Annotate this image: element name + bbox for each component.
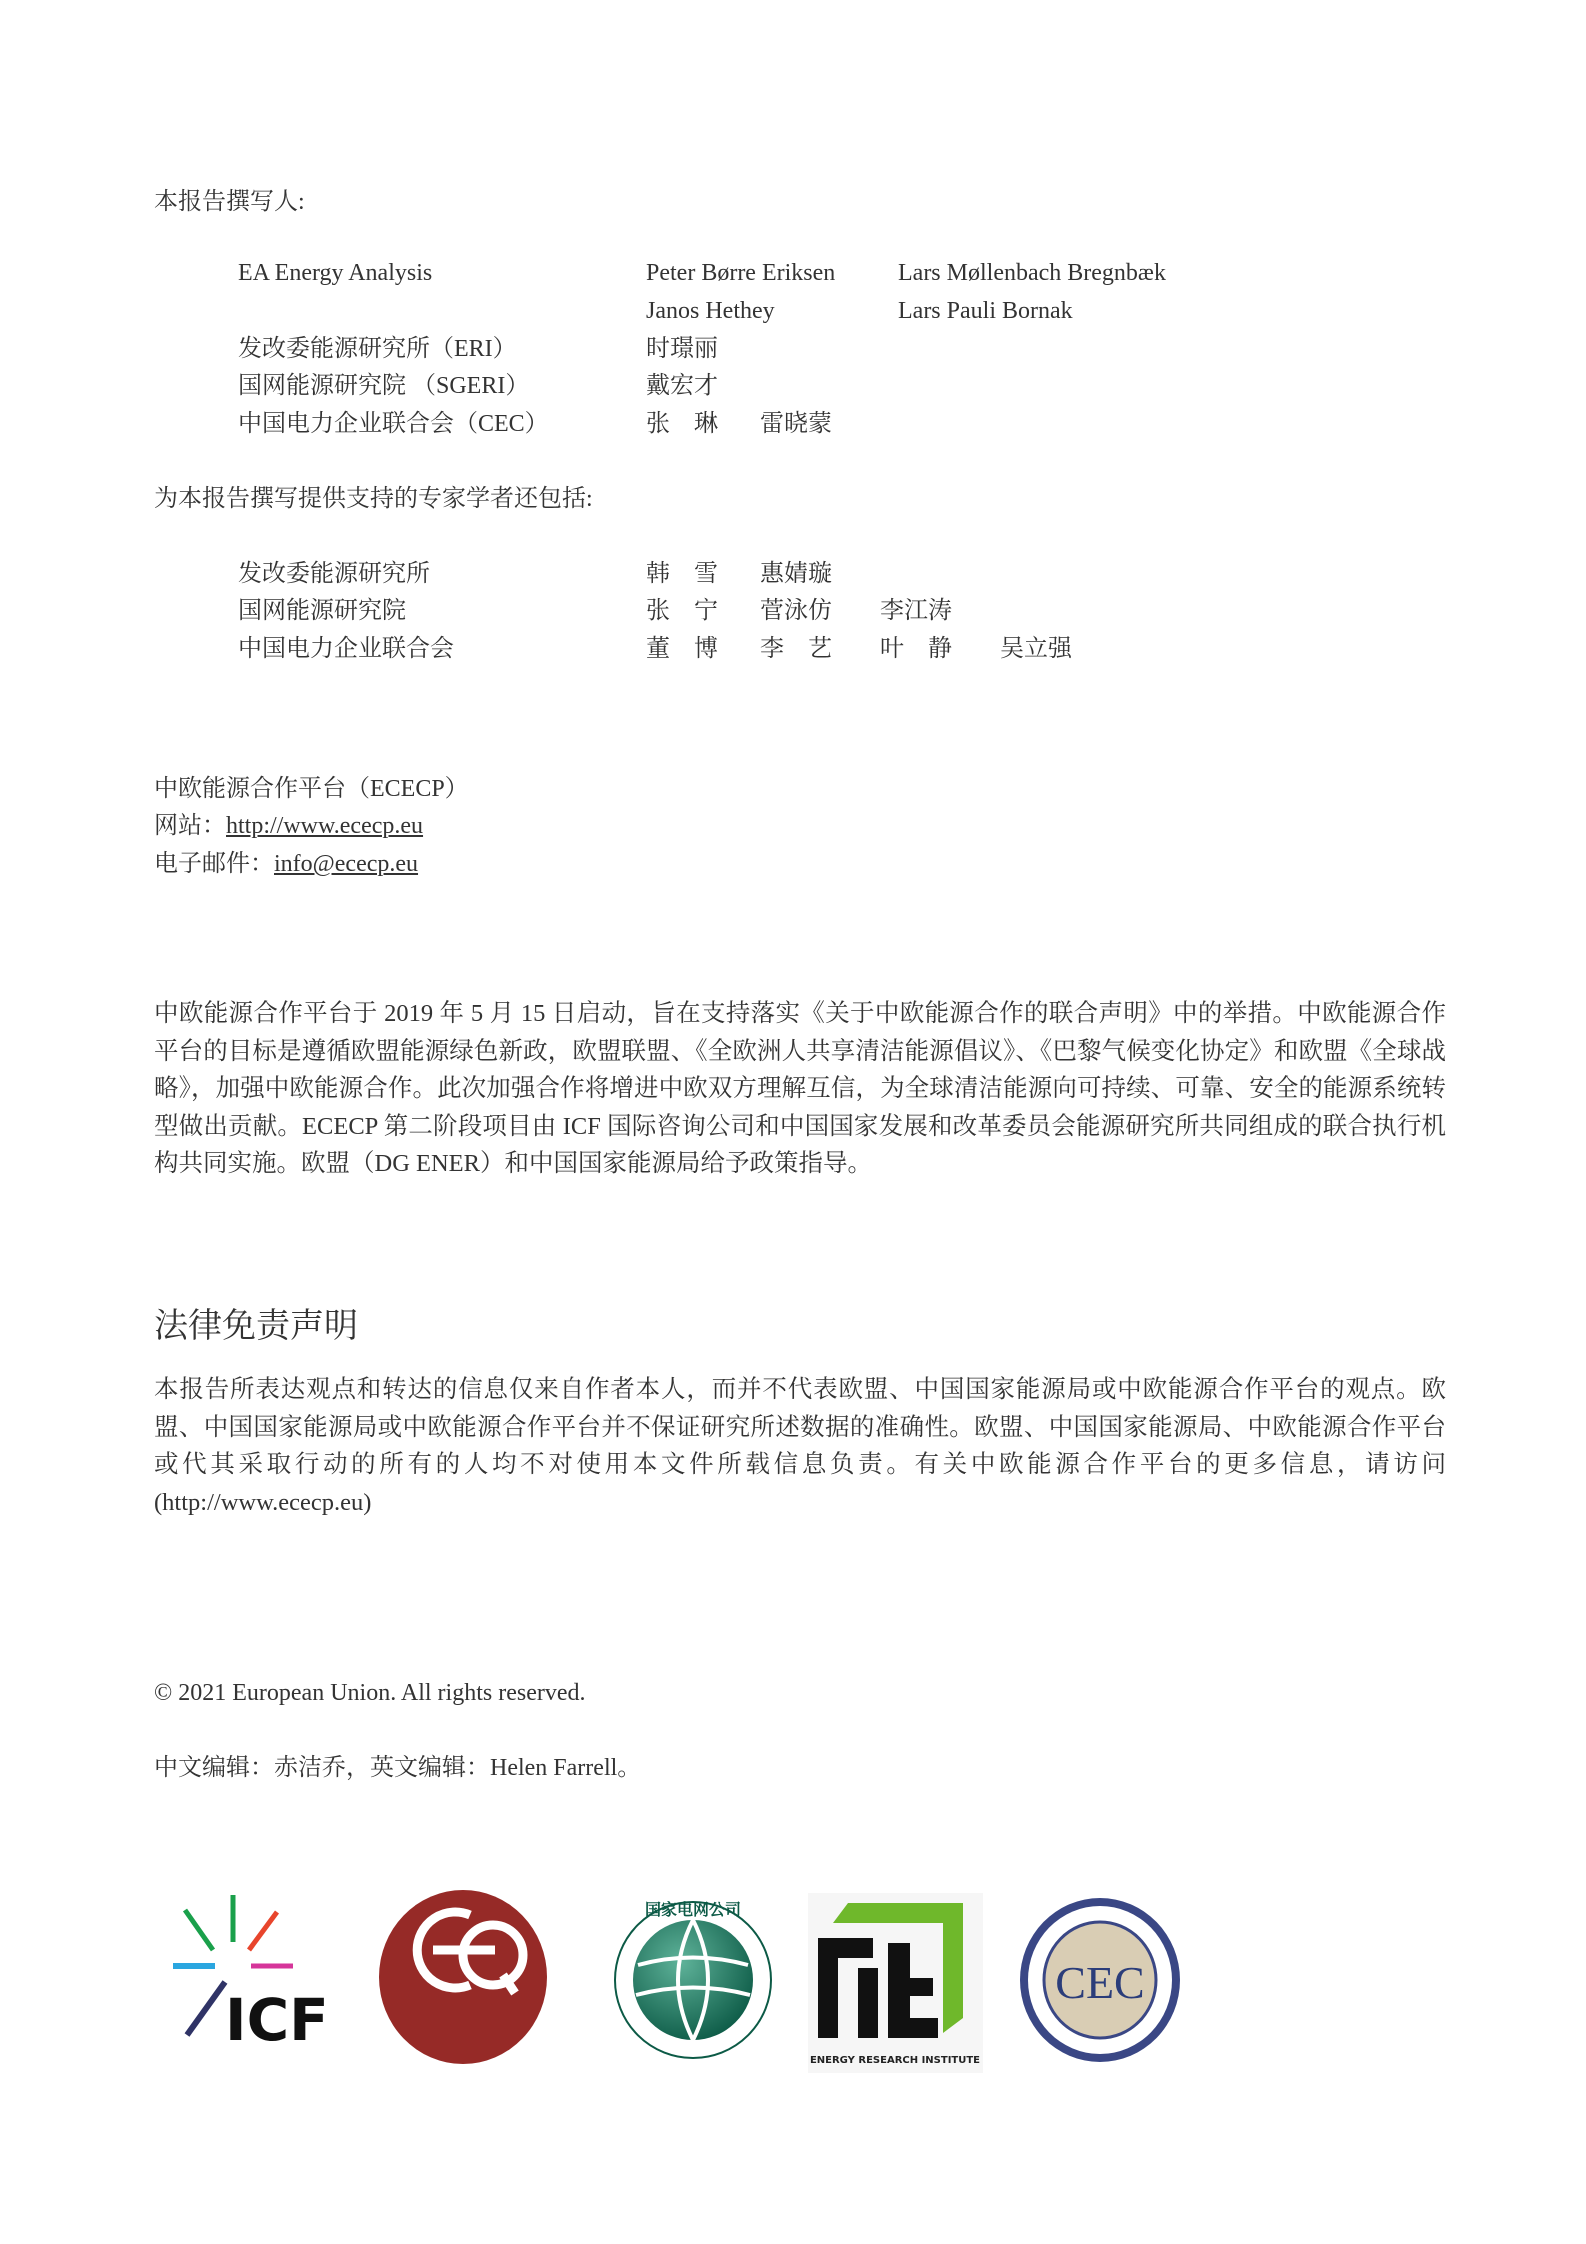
email-link[interactable]: info@ececp.eu	[274, 851, 419, 877]
expert-name: 董 博	[646, 636, 718, 662]
platform-name: 中欧能源合作平台（ECECP）	[154, 776, 469, 802]
expert-org: 中国电力企业联合会	[238, 636, 454, 662]
author-name: Lars Møllenbach Bregnbæk	[898, 260, 1166, 286]
website-label: 网站：	[154, 813, 226, 839]
author-org: EA Energy Analysis	[238, 260, 433, 286]
author-name: 张 琳	[646, 411, 718, 437]
copyright: © 2021 European Union. All rights reserved.	[154, 1680, 586, 1706]
icf-wordmark: ICF	[225, 1986, 329, 2050]
intro-paragraph: 中欧能源合作平台于 2019 年 5 月 15 日启动，旨在支持落实《关于中欧能源合作的联合声明》中的举措。中欧能源合作平台的目标是遵循欧盟能源绿色新政，欧盟联盟、《全欧洲人共享清洁能源倡议》、《巴黎气候变化协定》和欧盟《全球战略》，加强中欧能源合作。此次加强合作将增进中欧双方理解互信，为全球清洁能源向可持续、可靠、安全的能源系统转型做出贡献。ECECP 第二阶段项目由 ICF 国际咨询公司和中国国家发展和改革委员会能源研究所共同组成的联合执行机构共同实施。欧盟（DG ENER）和中国国家能源局给予政策指导。	[154, 1000, 1446, 1177]
eri-text: ENERGY RESEARCH INSTITUTE	[809, 2055, 981, 2066]
disclaimer-heading: 法律免责声明	[154, 1308, 358, 1345]
expert-org: 发改委能源研究所	[238, 561, 430, 587]
author-name: 戴宏才	[646, 373, 718, 399]
website-link[interactable]: http://www.ececp.eu	[226, 813, 424, 839]
expert-name: 吴立强	[1000, 636, 1072, 662]
expert-name: 李江涛	[880, 598, 952, 624]
expert-name: 张 宁	[646, 598, 718, 624]
author-name: 雷晓蒙	[760, 411, 832, 437]
expert-name: 韩 雪	[646, 561, 718, 587]
author-name: 时璟丽	[646, 336, 718, 362]
author-name: Janos Hethey	[646, 298, 775, 324]
sgcc-cn-text: 国家电网公司	[644, 1900, 742, 1919]
state-grid-logo	[608, 1895, 778, 2065]
email-label: 电子邮件：	[154, 851, 274, 877]
expert-name: 惠婧璇	[760, 561, 832, 587]
author-name: Lars Pauli Bornak	[898, 298, 1073, 324]
author-name: Peter Børre Eriksen	[646, 260, 836, 286]
experts-heading: 为本报告撰写提供支持的专家学者还包括:	[154, 486, 593, 512]
icf-logo	[165, 1890, 345, 2050]
website-line	[154, 811, 423, 841]
cec-logo	[1015, 1893, 1185, 2068]
ea-energy-analysis-logo	[375, 1885, 555, 2065]
expert-name: 李 艺	[760, 636, 832, 662]
disclaimer-paragraph: 本报告所表达观点和转达的信息仅来自作者本人，而并不代表欧盟、中国国家能源局或中欧能源合作平台的观点。欧盟、中国国家能源局或中欧能源合作平台并不保证研究所述数据的准确性。欧盟、中国国家能源局、中欧能源合作平台或代其采取行动的所有的人均不对使用本文件所载信息负责。有关中欧能源合作平台的更多信息，请访问 (http://www.ececp.eu)	[154, 1376, 1446, 1516]
expert-org: 国网能源研究院	[238, 598, 406, 624]
cec-mark: CEC	[1055, 1957, 1145, 2008]
authors-heading: 本报告撰写人:	[154, 189, 305, 215]
eri-logo	[808, 1893, 983, 2073]
expert-name: 叶 静	[880, 636, 952, 662]
expert-name: 菅泳仿	[760, 598, 832, 624]
author-org: 发改委能源研究所（ERI）	[238, 336, 517, 362]
editors: 中文编辑：赤洁乔，英文编辑：Helen Farrell。	[154, 1755, 642, 1781]
email-line	[154, 849, 418, 879]
author-org: 国网能源研究院 （SGERI）	[238, 373, 530, 399]
author-org: 中国电力企业联合会（CEC）	[238, 411, 549, 437]
